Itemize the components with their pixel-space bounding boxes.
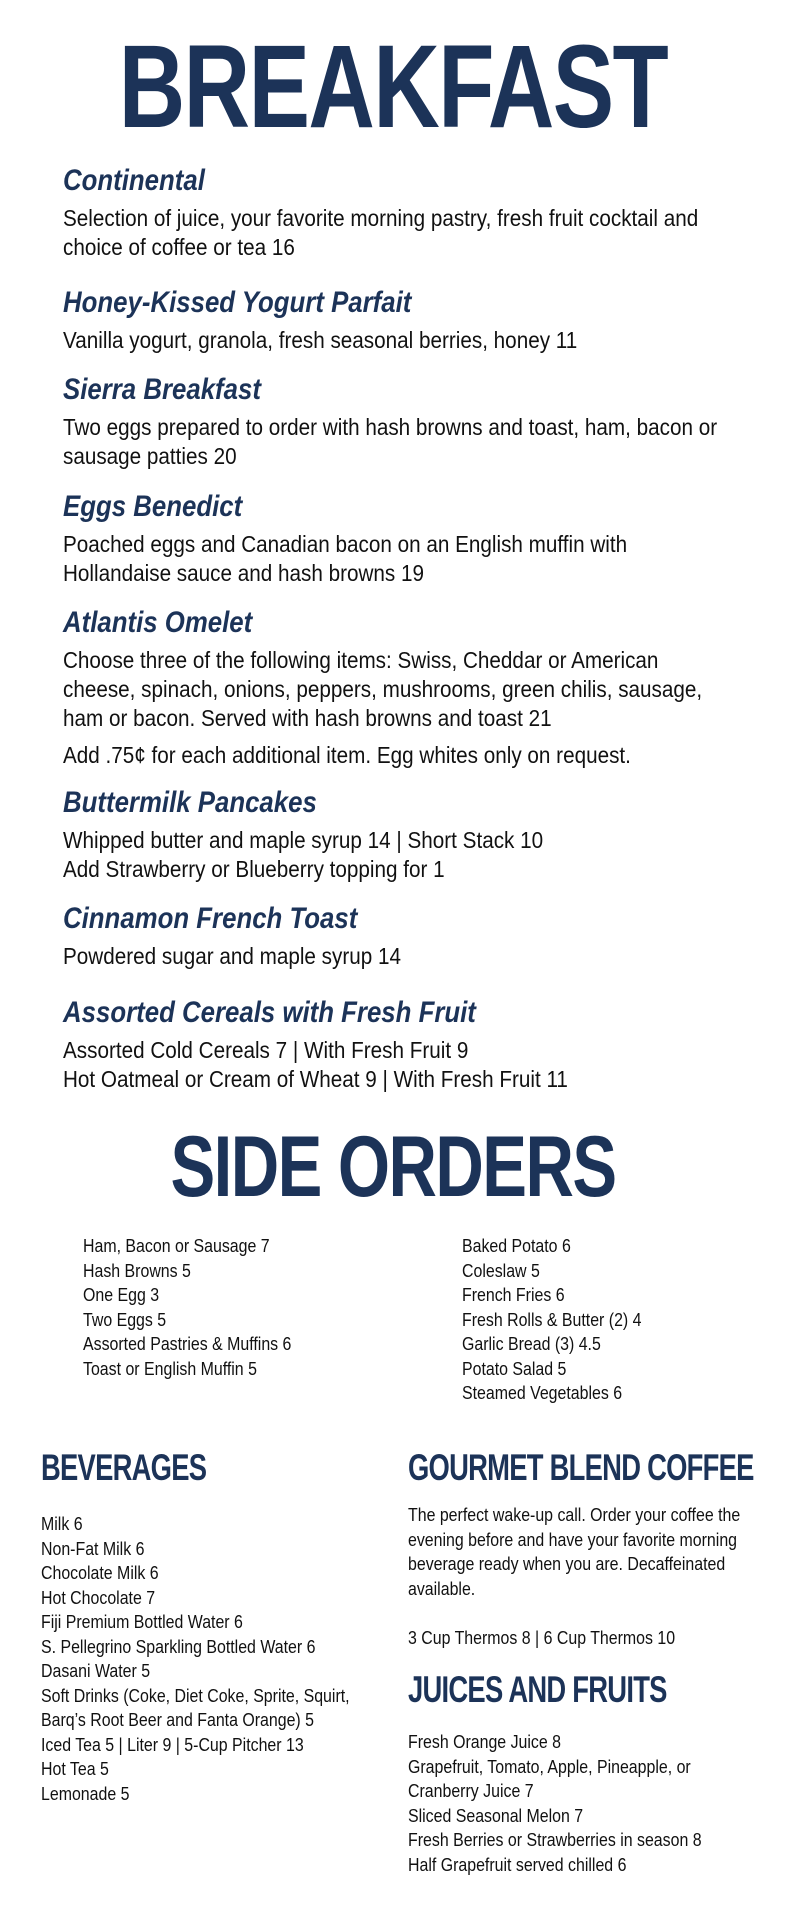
item-name: Atlantis Omelet [63, 606, 253, 639]
item-name: Buttermilk Pancakes [63, 786, 317, 819]
list-item: Lemonade 5 [41, 1782, 130, 1804]
coffee-paragraph: The perfect wake-up call. Order your coffee the evening before and have your favorite morning beverage ready when you are. Decaffeinated available. [408, 1504, 741, 1599]
breakfast-title: BREAKFAST [118, 21, 668, 153]
list-item: Fresh Berries or Strawberries in season 8 [408, 1829, 702, 1850]
list-item: Grapefruit, Tomato, Apple, Pineapple, or [408, 1755, 691, 1777]
item-name: Assorted Cereals with Fresh Fruit [63, 996, 476, 1029]
list-item: Dasani Water 5 [41, 1660, 151, 1681]
list-item: Chocolate Milk 6 [41, 1562, 159, 1583]
item-description: Powdered sugar and maple syrup 14 [63, 943, 401, 969]
list-item: Hash Browns 5 [83, 1259, 191, 1281]
item-note: Add .75¢ for each additional item. Egg whites only on request. [63, 742, 631, 768]
list-item: Potato Salad 5 [462, 1357, 567, 1379]
list-item: Garlic Bread (3) 4.5 [462, 1333, 601, 1354]
item-description: Whipped butter and maple syrup 14 | Short Stack 10 [63, 827, 544, 853]
coffee-thermos-prices: 3 Cup Thermos 8 | 6 Cup Thermos 10 [408, 1627, 676, 1648]
list-item: Hot Chocolate 7 [41, 1586, 156, 1608]
coffee-heading: GOURMET BLEND COFFEE [408, 1447, 754, 1488]
list-item: Sliced Seasonal Melon 7 [408, 1804, 584, 1826]
item-name: Eggs Benedict [63, 490, 243, 523]
item-name: Honey-Kissed Yogurt Parfait [63, 286, 412, 319]
coffee-description [408, 1503, 768, 1601]
menu-item-sierra-breakfast [63, 372, 743, 471]
list-item: Steamed Vegetables 6 [462, 1382, 623, 1403]
item-name: Cinnamon French Toast [63, 902, 358, 935]
list-item: Ham, Bacon or Sausage 7 [83, 1235, 270, 1256]
item-name: Sierra Breakfast [63, 373, 261, 406]
menu-item-cinnamon-french-toast [63, 901, 743, 971]
list-item: Assorted Pastries & Muffins 6 [83, 1333, 292, 1354]
item-description: Assorted Cold Cereals 7 | With Fresh Fruit 9 [63, 1037, 469, 1063]
list-item: Fresh Rolls & Butter (2) 4 [462, 1308, 642, 1330]
list-item: French Fries 6 [462, 1284, 565, 1305]
item-name: Continental [63, 164, 205, 197]
item-description: Vanilla yogurt, granola, fresh seasonal berries, honey 11 [63, 327, 578, 353]
menu-item-eggs-benedict [63, 489, 743, 588]
list-item: Fresh Orange Juice 8 [408, 1731, 561, 1752]
menu-item-yogurt-parfait [63, 285, 743, 355]
list-item: Baked Potato 6 [462, 1235, 571, 1256]
juices-list [408, 1730, 778, 1877]
menu-item-atlantis-omelet [63, 605, 743, 770]
list-item: One Egg 3 [83, 1284, 160, 1305]
list-item: S. Pellegrino Sparkling Bottled Water 6 [41, 1635, 316, 1657]
list-item: Half Grapefruit served chilled 6 [408, 1853, 627, 1875]
item-description: Two eggs prepared to order with hash browns and toast, ham, bacon or sausage patties 20 [63, 414, 718, 469]
beverages-heading: BEVERAGES [41, 1447, 207, 1488]
list-item: Soft Drinks (Coke, Diet Coke, Sprite, Squirt, [41, 1684, 350, 1706]
menu-item-continental [63, 163, 743, 262]
list-item: Milk 6 [41, 1513, 83, 1534]
list-item: Fiji Premium Bottled Water 6 [41, 1611, 243, 1632]
list-item: Barq’s Root Beer and Fanta Orange) 5 [41, 1709, 314, 1730]
item-description: Selection of juice, your favorite morning pastry, fresh fruit cocktail and choice of coffee or tea 16 [63, 205, 699, 260]
juices-heading: JUICES AND FRUITS [408, 1669, 667, 1710]
beverages-list [41, 1512, 401, 1806]
item-description-2: Add Strawberry or Blueberry topping for 1 [63, 856, 445, 882]
side-orders-left-list [83, 1234, 403, 1381]
menu-item-assorted-cereals [63, 995, 743, 1094]
list-item: Iced Tea 5 | Liter 9 | 5-Cup Pitcher 13 [41, 1733, 304, 1755]
list-item: Toast or English Muffin 5 [83, 1357, 257, 1379]
list-item: Cranberry Juice 7 [408, 1780, 534, 1801]
list-item: Two Eggs 5 [83, 1308, 167, 1330]
side-orders-right-list [462, 1234, 762, 1406]
item-description: Poached eggs and Canadian bacon on an English muffin with Hollandaise sauce and hash browns 19 [63, 531, 628, 586]
side-orders-title: SIDE ORDERS [170, 1119, 616, 1215]
list-item: Hot Tea 5 [41, 1758, 109, 1779]
list-item: Non-Fat Milk 6 [41, 1537, 145, 1559]
menu-item-buttermilk-pancakes [63, 785, 743, 884]
item-description: Choose three of the following items: Swiss, Cheddar or American cheese, spinach, onions, peppers, mushrooms, green chilis, sausage, ham or bacon. Served with hash browns and toast 21 [63, 647, 703, 731]
item-description-2: Hot Oatmeal or Cream of Wheat 9 | With Fresh Fruit 11 [63, 1066, 568, 1092]
list-item: Coleslaw 5 [462, 1259, 540, 1281]
